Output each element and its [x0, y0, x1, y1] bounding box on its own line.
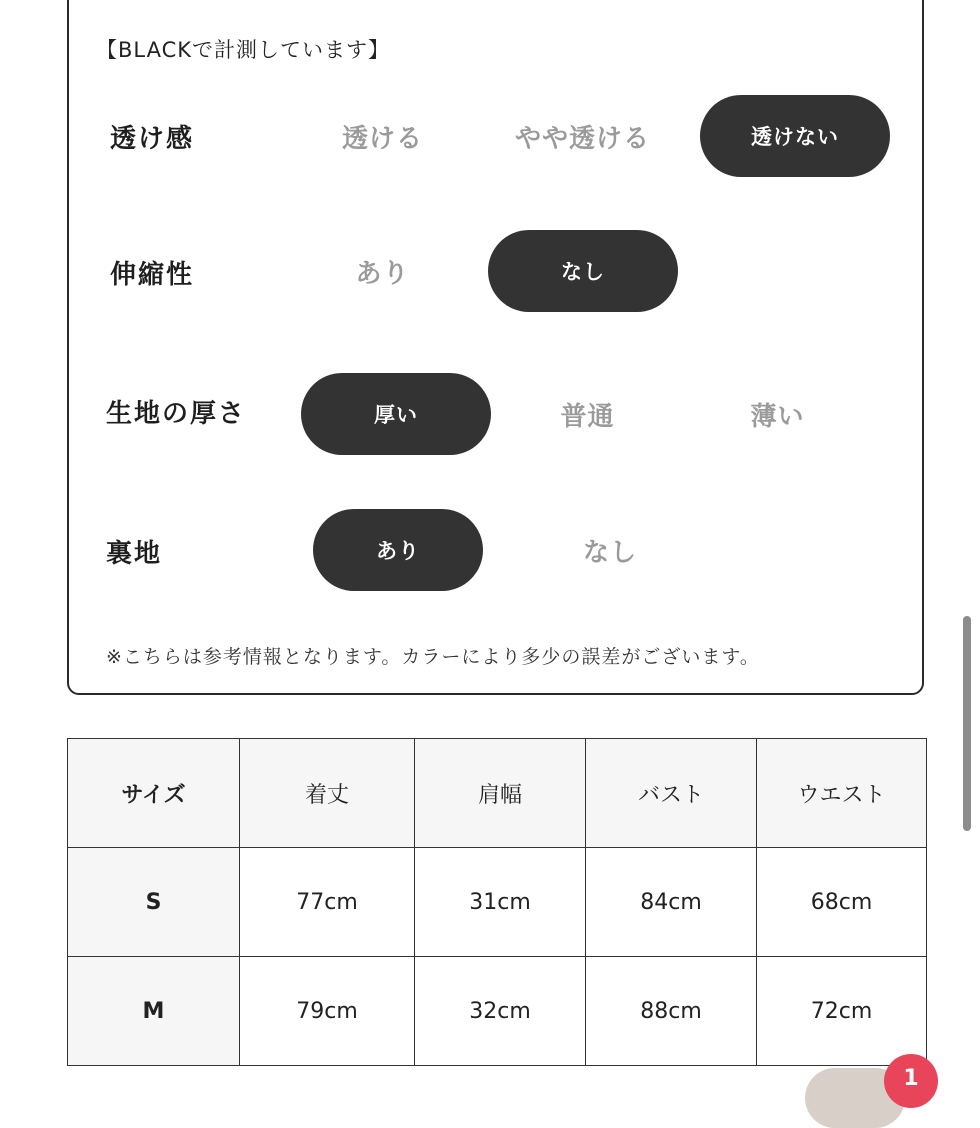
table-row	[68, 848, 927, 957]
scrollbar[interactable]	[963, 616, 971, 831]
size-cell-s: S	[68, 848, 240, 957]
table-cell: 79cm	[240, 957, 415, 1066]
transparency-option-transparent: 透ける	[341, 123, 423, 154]
table-cell: 88cm	[586, 957, 757, 1066]
stretch-label: 伸縮性	[110, 260, 195, 290]
transparency-option-opaque-selected: 透けない	[700, 95, 890, 177]
lining-option-no: なし	[582, 537, 637, 568]
measurement-note: 【BLACKで計測しています】	[96, 38, 391, 62]
stretch-option-yes: あり	[355, 258, 410, 289]
stretch-option-no-selected: なし	[488, 230, 678, 312]
size-table-header-row	[68, 739, 927, 848]
size-chart-table	[67, 738, 927, 1066]
transparency-option-slightly-transparent: やや透ける	[514, 123, 650, 154]
table-cell: 84cm	[586, 848, 757, 957]
lining-option-yes-selected: あり	[313, 509, 483, 591]
table-cell: 32cm	[415, 957, 586, 1066]
header-length: 着丈	[240, 739, 415, 848]
lining-label: 裏地	[106, 539, 163, 569]
table-cell: 68cm	[757, 848, 927, 957]
thickness-label: 生地の厚さ	[106, 399, 247, 429]
header-shoulder-width: 肩幅	[415, 739, 586, 848]
header-bust: バスト	[586, 739, 757, 848]
table-row	[68, 957, 927, 1066]
table-cell: 72cm	[757, 957, 927, 1066]
table-cell: 31cm	[415, 848, 586, 957]
thickness-option-thin: 薄い	[750, 401, 805, 432]
table-cell: 77cm	[240, 848, 415, 957]
disclaimer-footnote: ※こちらは参考情報となります。カラーにより多少の誤差がございます。	[106, 646, 760, 668]
header-waist: ウエスト	[757, 739, 927, 848]
notification-badge: 1	[884, 1054, 938, 1108]
header-size: サイズ	[68, 739, 240, 848]
size-cell-m: M	[68, 957, 240, 1066]
transparency-label: 透け感	[110, 124, 195, 154]
thickness-option-thick-selected: 厚い	[301, 373, 491, 455]
thickness-option-normal: 普通	[560, 401, 615, 432]
